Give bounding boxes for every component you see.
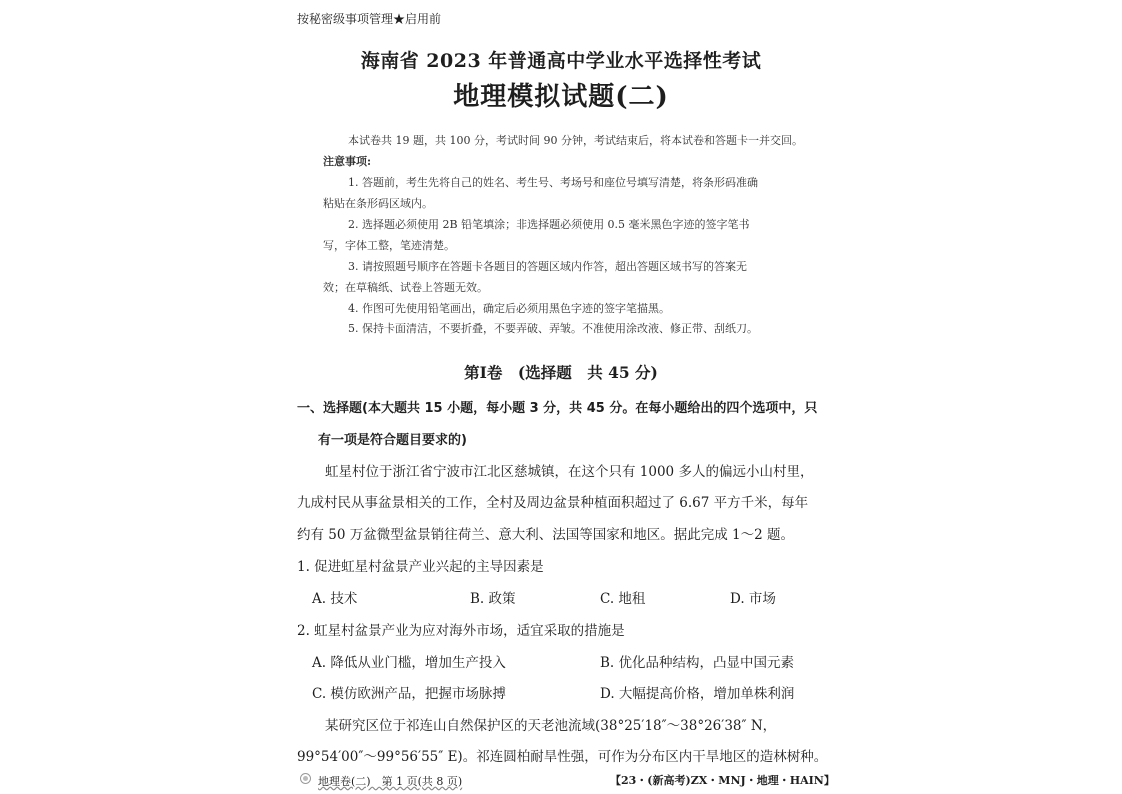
- question-1-option-d: D. 市场: [730, 591, 776, 607]
- page-circle-icon: [300, 773, 311, 784]
- passage-2-line-1: 某研究区位于祁连山自然保护区的天老池流域(38°25′18″～38°26′38″ N，: [325, 718, 777, 734]
- question-1-option-b: B. 政策: [470, 591, 516, 607]
- question-2-stem: 2. 虹星村盆景产业为应对海外市场，适宜采取的措施是: [297, 623, 625, 639]
- exam-title: 海南省 2023 年普通高中学业水平选择性考试: [360, 50, 762, 72]
- instructions-heading: 注意事项:: [323, 155, 372, 168]
- instruction-3-line-1: 3. 请按照题号顺序在答题卡各题目的答题区域内作答，超出答题区域书写的答案无: [348, 260, 747, 273]
- passage-1-line-1: 虹星村位于浙江省宁波市江北区慈城镇，在这个只有 1000 多人的偏远小山村里，: [325, 464, 814, 480]
- instruction-4: 4. 作图可先使用铅笔画出，确定后必须用黑色字迹的签字笔描黑。: [348, 302, 670, 315]
- footer-page-text: 地理卷(二) 第 1 页(共 8 页): [318, 775, 463, 788]
- footer-exam-code: 【23・(新高考)ZX・MNJ・地理・HAIN】: [610, 774, 835, 787]
- question-2-option-d: D. 大幅提高价格，增加单株利润: [600, 686, 795, 702]
- passage-1-line-2: 九成村民从事盆景相关的工作，全村及周边盆景种植面积超过了 6.67 平方千米，每年: [297, 495, 809, 511]
- instructions-intro: 本试卷共 19 题，共 100 分，考试时间 90 分钟，考试结束后，将本试卷和答题卡一并交回。: [348, 134, 803, 147]
- passage-1-line-3: 约有 50 万盆微型盆景销往荷兰、意大利、法国等国家和地区。据此完成 1～2 题。: [297, 527, 795, 543]
- part-title-line-2: 有一项是符合题目要求的): [318, 433, 467, 448]
- exam-subtitle: 地理模拟试题(二): [453, 82, 669, 112]
- question-1-option-a: A. 技术: [312, 591, 358, 607]
- question-2-option-a: A. 降低从业门槛，增加生产投入: [312, 655, 506, 671]
- instruction-5: 5. 保持卡面清洁，不要折叠，不要弄破、弄皱。不准使用涂改液、修正带、刮纸刀。: [348, 322, 758, 335]
- secret-mark: 按秘密级事项管理★启用前: [297, 12, 442, 26]
- instruction-3-line-2: 效；在草稿纸、试卷上答题无效。: [323, 281, 488, 294]
- section-title: 第Ⅰ卷 (选择题 共 45 分): [464, 363, 658, 382]
- instruction-2-line-1: 2. 选择题必须使用 2B 铅笔填涂；非选择题必须使用 0.5 毫米黑色字迹的签字笔书: [348, 218, 750, 231]
- instruction-1-line-1: 1. 答题前，考生先将自己的姓名、考生号、考场号和座位号填写清楚，将条形码准确: [348, 176, 758, 189]
- question-1-option-c: C. 地租: [600, 591, 646, 607]
- passage-2-line-2: 99°54′00″～99°56′55″ E)。祁连圆柏耐旱性强，可作为分布区内干旱地区的造林树种。: [297, 749, 828, 765]
- question-1-stem: 1. 促进虹星村盆景产业兴起的主导因素是: [297, 559, 544, 575]
- instruction-1-line-2: 粘贴在条形码区域内。: [323, 197, 433, 210]
- question-2-option-b: B. 优化品种结构，凸显中国元素: [600, 655, 795, 671]
- instruction-2-line-2: 写，字体工整，笔迹清楚。: [323, 239, 455, 252]
- question-2-option-c: C. 模仿欧洲产品，把握市场脉搏: [312, 686, 506, 702]
- part-title-line-1: 一、选择题(本大题共 15 小题，每小题 3 分，共 45 分。在每小题给出的四个选项中，只: [297, 401, 818, 416]
- footer-page-info: [318, 773, 462, 789]
